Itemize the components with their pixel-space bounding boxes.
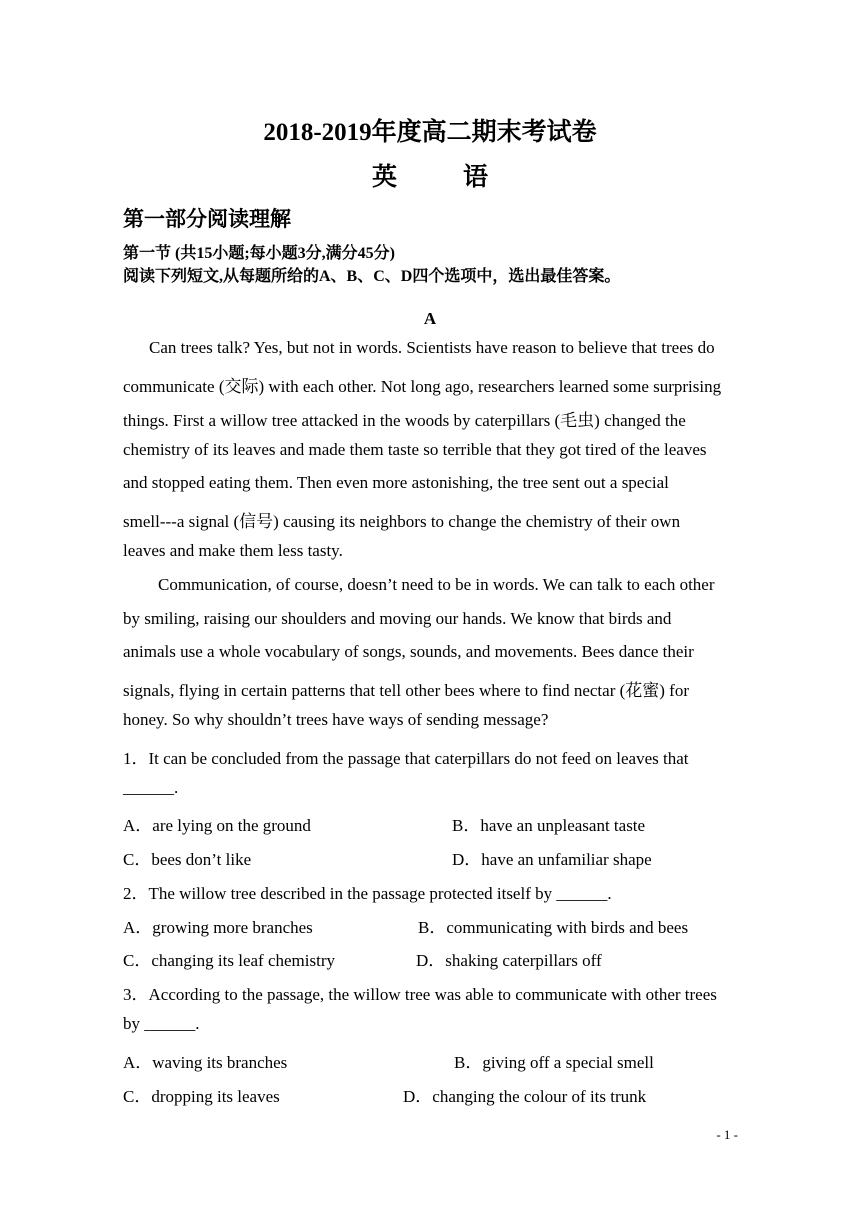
option-d: D．have an unfamiliar shape — [452, 850, 652, 869]
part-heading: 第一部分阅读理解 — [123, 207, 291, 231]
option-a: A．growing more branches — [123, 918, 313, 937]
section-instruction: 阅读下列短文,从每题所给的A、B、C、D四个选项中，选出最佳答案。 — [123, 268, 621, 285]
option-d: D．shaking caterpillars off — [416, 951, 602, 970]
section-heading: 第一节 (共15小题;每小题3分,满分45分) — [123, 245, 395, 262]
passage-line: Can trees talk? Yes, but not in words. Scientists have reason to believe that trees do — [149, 338, 715, 357]
question-stem: 3．According to the passage, the willow tree was able to communicate with other trees — [123, 985, 717, 1004]
passage-line: chemistry of its leaves and made them taste so terrible that they got tired of the leaves — [123, 440, 707, 459]
passage-line: and stopped eating them. Then even more astonishing, the tree sent out a special — [123, 473, 669, 492]
passage-line: honey. So why shouldn’t trees have ways of sending message? — [123, 710, 549, 729]
passage-line: animals use a whole vocabulary of songs, sounds, and movements. Bees dance their — [123, 642, 694, 661]
passage-line: smell---a signal (信号) causing its neighbors to change the chemistry of their own — [123, 512, 681, 531]
option-b: B．have an unpleasant taste — [452, 816, 646, 835]
option-d: D．changing the colour of its trunk — [403, 1087, 647, 1106]
passage-line: things. First a willow tree attacked in the woods by caterpillars (毛虫) changed the — [123, 411, 686, 430]
passage-line: Communication, of course, doesn’t need to be in words. We can talk to each other — [158, 575, 715, 594]
exam-title: 2018-2019年度高二期末考试卷 — [263, 119, 597, 146]
option-c: C．dropping its leaves — [123, 1087, 280, 1106]
subject-heading — [0, 157, 860, 193]
subject-char-1: 英 — [371, 164, 397, 191]
question-stem: 2．The willow tree described in the passage protected itself by ______. — [123, 884, 612, 903]
question-stem-blank: ______. — [123, 778, 179, 797]
option-b: B．communicating with birds and bees — [418, 918, 689, 937]
question-stem: 1．It can be concluded from the passage that caterpillars do not feed on leaves that — [123, 749, 689, 768]
passage-line: leaves and make them less tasty. — [123, 541, 343, 560]
option-c: C．changing its leaf chemistry — [123, 951, 335, 970]
passage-line: communicate (交际) with each other. Not long ago, researchers learned some surprising — [123, 377, 722, 396]
option-a: A．waving its branches — [123, 1053, 288, 1072]
passage-line: by smiling, raising our shoulders and moving our hands. We know that birds and — [123, 609, 672, 628]
option-b: B．giving off a special smell — [454, 1053, 654, 1072]
option-a: A．are lying on the ground — [123, 816, 311, 835]
option-c: C．bees don’t like — [123, 850, 252, 869]
question-stem-blank: by ______. — [123, 1014, 200, 1033]
passage-label: A — [423, 309, 437, 328]
passage-line: signals, flying in certain patterns that tell other bees where to find nectar (花蜜) for — [123, 681, 690, 700]
subject-char-2: 语 — [463, 164, 489, 191]
page-number: - 1 - — [716, 1127, 738, 1142]
